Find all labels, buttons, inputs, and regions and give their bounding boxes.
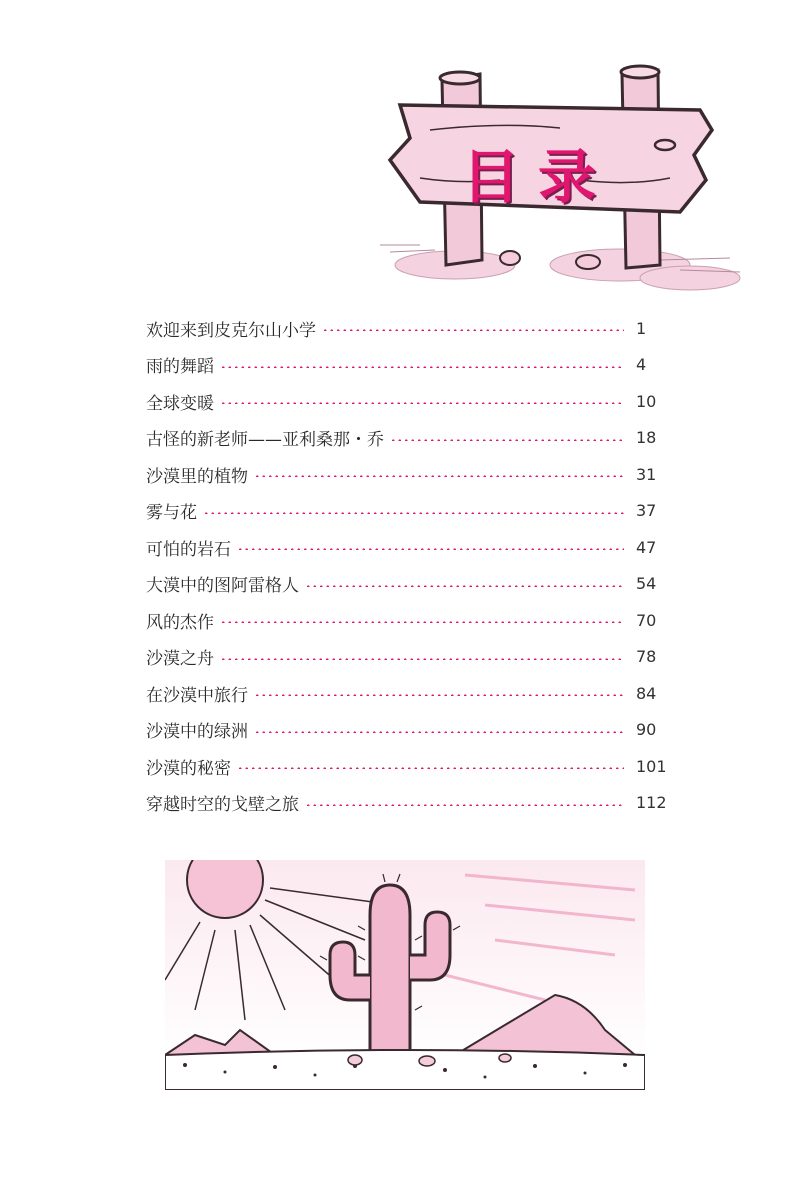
toc-entry[interactable]: [146, 566, 676, 602]
toc-entry[interactable]: [146, 493, 676, 529]
dot-leader: [305, 804, 624, 806]
toc-entry-page: 47: [636, 537, 657, 557]
toc-entry[interactable]: [146, 456, 676, 492]
toc-entry-page: 70: [636, 610, 657, 630]
toc-entry-title: 在沙漠中旅行: [146, 685, 248, 706]
toc-entry-title: 可怕的岩石: [146, 539, 231, 560]
dot-leader: [305, 585, 624, 587]
toc-entry-title: 沙漠之舟: [146, 649, 214, 669]
toc-entry[interactable]: [146, 420, 676, 456]
toc-entry-title: 全球变暖: [146, 393, 214, 414]
toc-entry[interactable]: [146, 748, 676, 784]
dot-leader: [237, 767, 624, 769]
toc-entry-page: 31: [636, 464, 657, 484]
toc-entry-title: 雾与花: [146, 503, 197, 523]
toc-entry[interactable]: [146, 529, 676, 565]
toc-entry-title: 大漠中的图阿雷格人: [146, 576, 299, 596]
dot-leader: [390, 439, 624, 441]
dot-leader: [322, 329, 624, 331]
toc-entry-title: 古怪的新老师——亚利桑那・乔: [146, 430, 384, 450]
toc-entry-title: 雨的舞蹈: [146, 357, 214, 377]
dot-leader: [254, 694, 624, 696]
toc-entry[interactable]: [146, 383, 676, 419]
toc-entry[interactable]: [146, 347, 676, 383]
toc-entry-page: 37: [636, 501, 657, 520]
page-title: 目录: [462, 143, 615, 211]
dot-leader: [220, 658, 624, 660]
toc-entry-page: 101: [636, 756, 667, 776]
toc-entry-title: 沙漠的秘密: [146, 758, 231, 779]
toc-entry-page: 54: [636, 574, 657, 593]
toc-entry-title: 欢迎来到皮克尔山小学: [146, 320, 316, 341]
toc-entry-title: 风的杰作: [146, 612, 214, 633]
toc-entry-page: 78: [636, 647, 657, 666]
toc-entry[interactable]: [146, 602, 676, 638]
desert-illustration: [165, 860, 645, 1090]
toc-entry[interactable]: [146, 712, 676, 748]
dot-leader: [220, 402, 624, 404]
toc-entry[interactable]: [146, 639, 676, 675]
toc-entry-page: 84: [636, 683, 657, 703]
toc-entry-page: 1: [636, 318, 647, 338]
toc-entry-page: 4: [636, 355, 647, 374]
dot-leader: [220, 366, 624, 368]
toc-entry-title: 沙漠中的绿洲: [146, 722, 248, 742]
dot-leader: [254, 731, 624, 733]
toc-entry-title: 穿越时空的戈壁之旅: [146, 795, 299, 815]
dot-leader: [203, 512, 624, 514]
toc-entry-page: 10: [636, 391, 657, 411]
toc-entry[interactable]: [146, 785, 676, 821]
toc-entry-page: 90: [636, 720, 657, 739]
toc-entry-page: 18: [636, 428, 657, 447]
toc-entry[interactable]: [146, 310, 676, 346]
toc-entry[interactable]: [146, 675, 676, 711]
dot-leader: [237, 548, 624, 550]
dot-leader: [254, 475, 624, 477]
toc-entry-page: 112: [636, 793, 667, 812]
dot-leader: [220, 621, 624, 623]
toc-entry-title: 沙漠里的植物: [146, 466, 248, 487]
